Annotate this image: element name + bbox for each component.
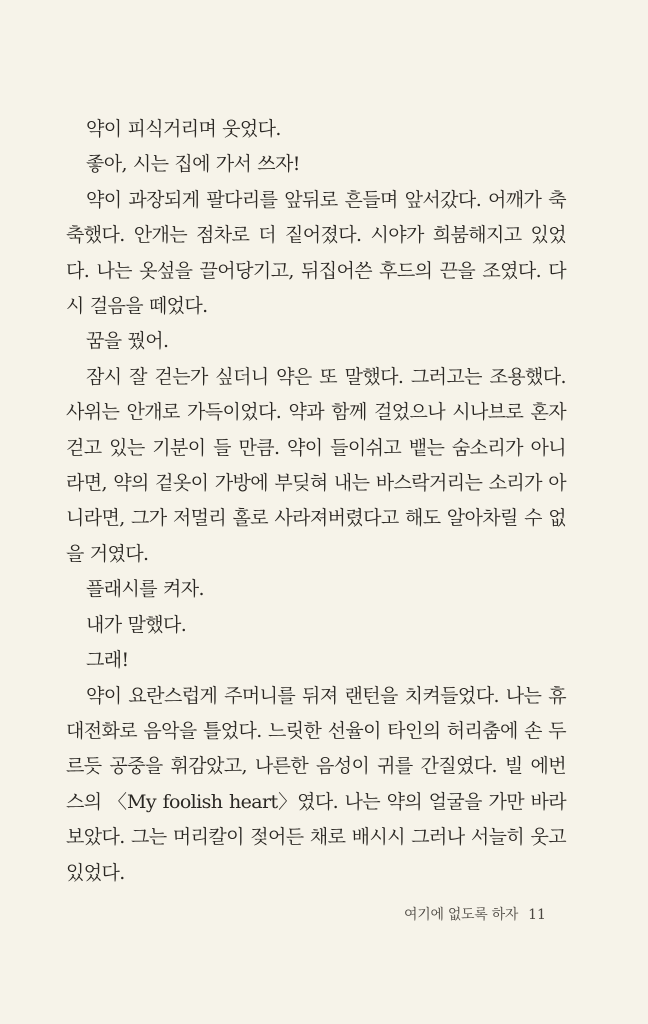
paragraph: 약이 요란스럽게 주머니를 뒤져 랜턴을 치켜들었다. 나는 휴대전화로 음악을 틀었다. 느릿한 선율이 타인의 허리춤에 손 두르듯 공중을 휘감았고, 나른한 음성이 귀를 간질였다. 빌 에번스의 〈My foolish heart〉였다. 나는 약의 얼굴을 가만 바라보았다. 그는 머리칼이 젖어든 채로 배시시 그러나 서늘히 웃고 있었다.: [66, 684, 566, 884]
paragraph: 약이 피식거리며 웃었다.: [86, 118, 281, 140]
paragraph: 꿈을 꿨어.: [86, 330, 169, 353]
running-footer: [404, 904, 584, 924]
body-text: [66, 112, 566, 891]
paragraph: 그래!: [86, 649, 129, 672]
paragraph: 플래시를 켜자.: [86, 578, 204, 601]
paragraph: 잠시 잘 걷는가 싶더니 약은 또 말했다. 그러고는 조용했다. 사위는 안개로 가득이었다. 약과 함께 걸었으나 시나브로 혼자 걷고 있는 기분이 들 만큼. 약이 들이쉬고 뱉는 숨소리가 아니라면, 약의 겉옷이 가방에 부딪혀 내는 바스락거리는 소리가 아니라면, 그가 저멀리 홀로 사라져버렸다고 해도 알아차릴 수 없을 거였다.: [66, 365, 566, 565]
paragraph: 약이 과장되게 팔다리를 앞뒤로 흔들며 앞서갔다. 어깨가 축축했다. 안개는 점차로 더 짙어졌다. 시야가 희붐해지고 있었다. 나는 옷섶을 끌어당기고, 뒤집어쓴 후드의 끈을 조였다. 다시 걸음을 떼었다.: [66, 188, 566, 318]
paragraph: 내가 말했다.: [86, 613, 187, 636]
paragraph: 좋아, 시는 집에 가서 쓰자!: [86, 153, 300, 176]
book-title: 여기에 없도록 하자: [404, 907, 519, 923]
page-number: 11: [528, 907, 546, 923]
